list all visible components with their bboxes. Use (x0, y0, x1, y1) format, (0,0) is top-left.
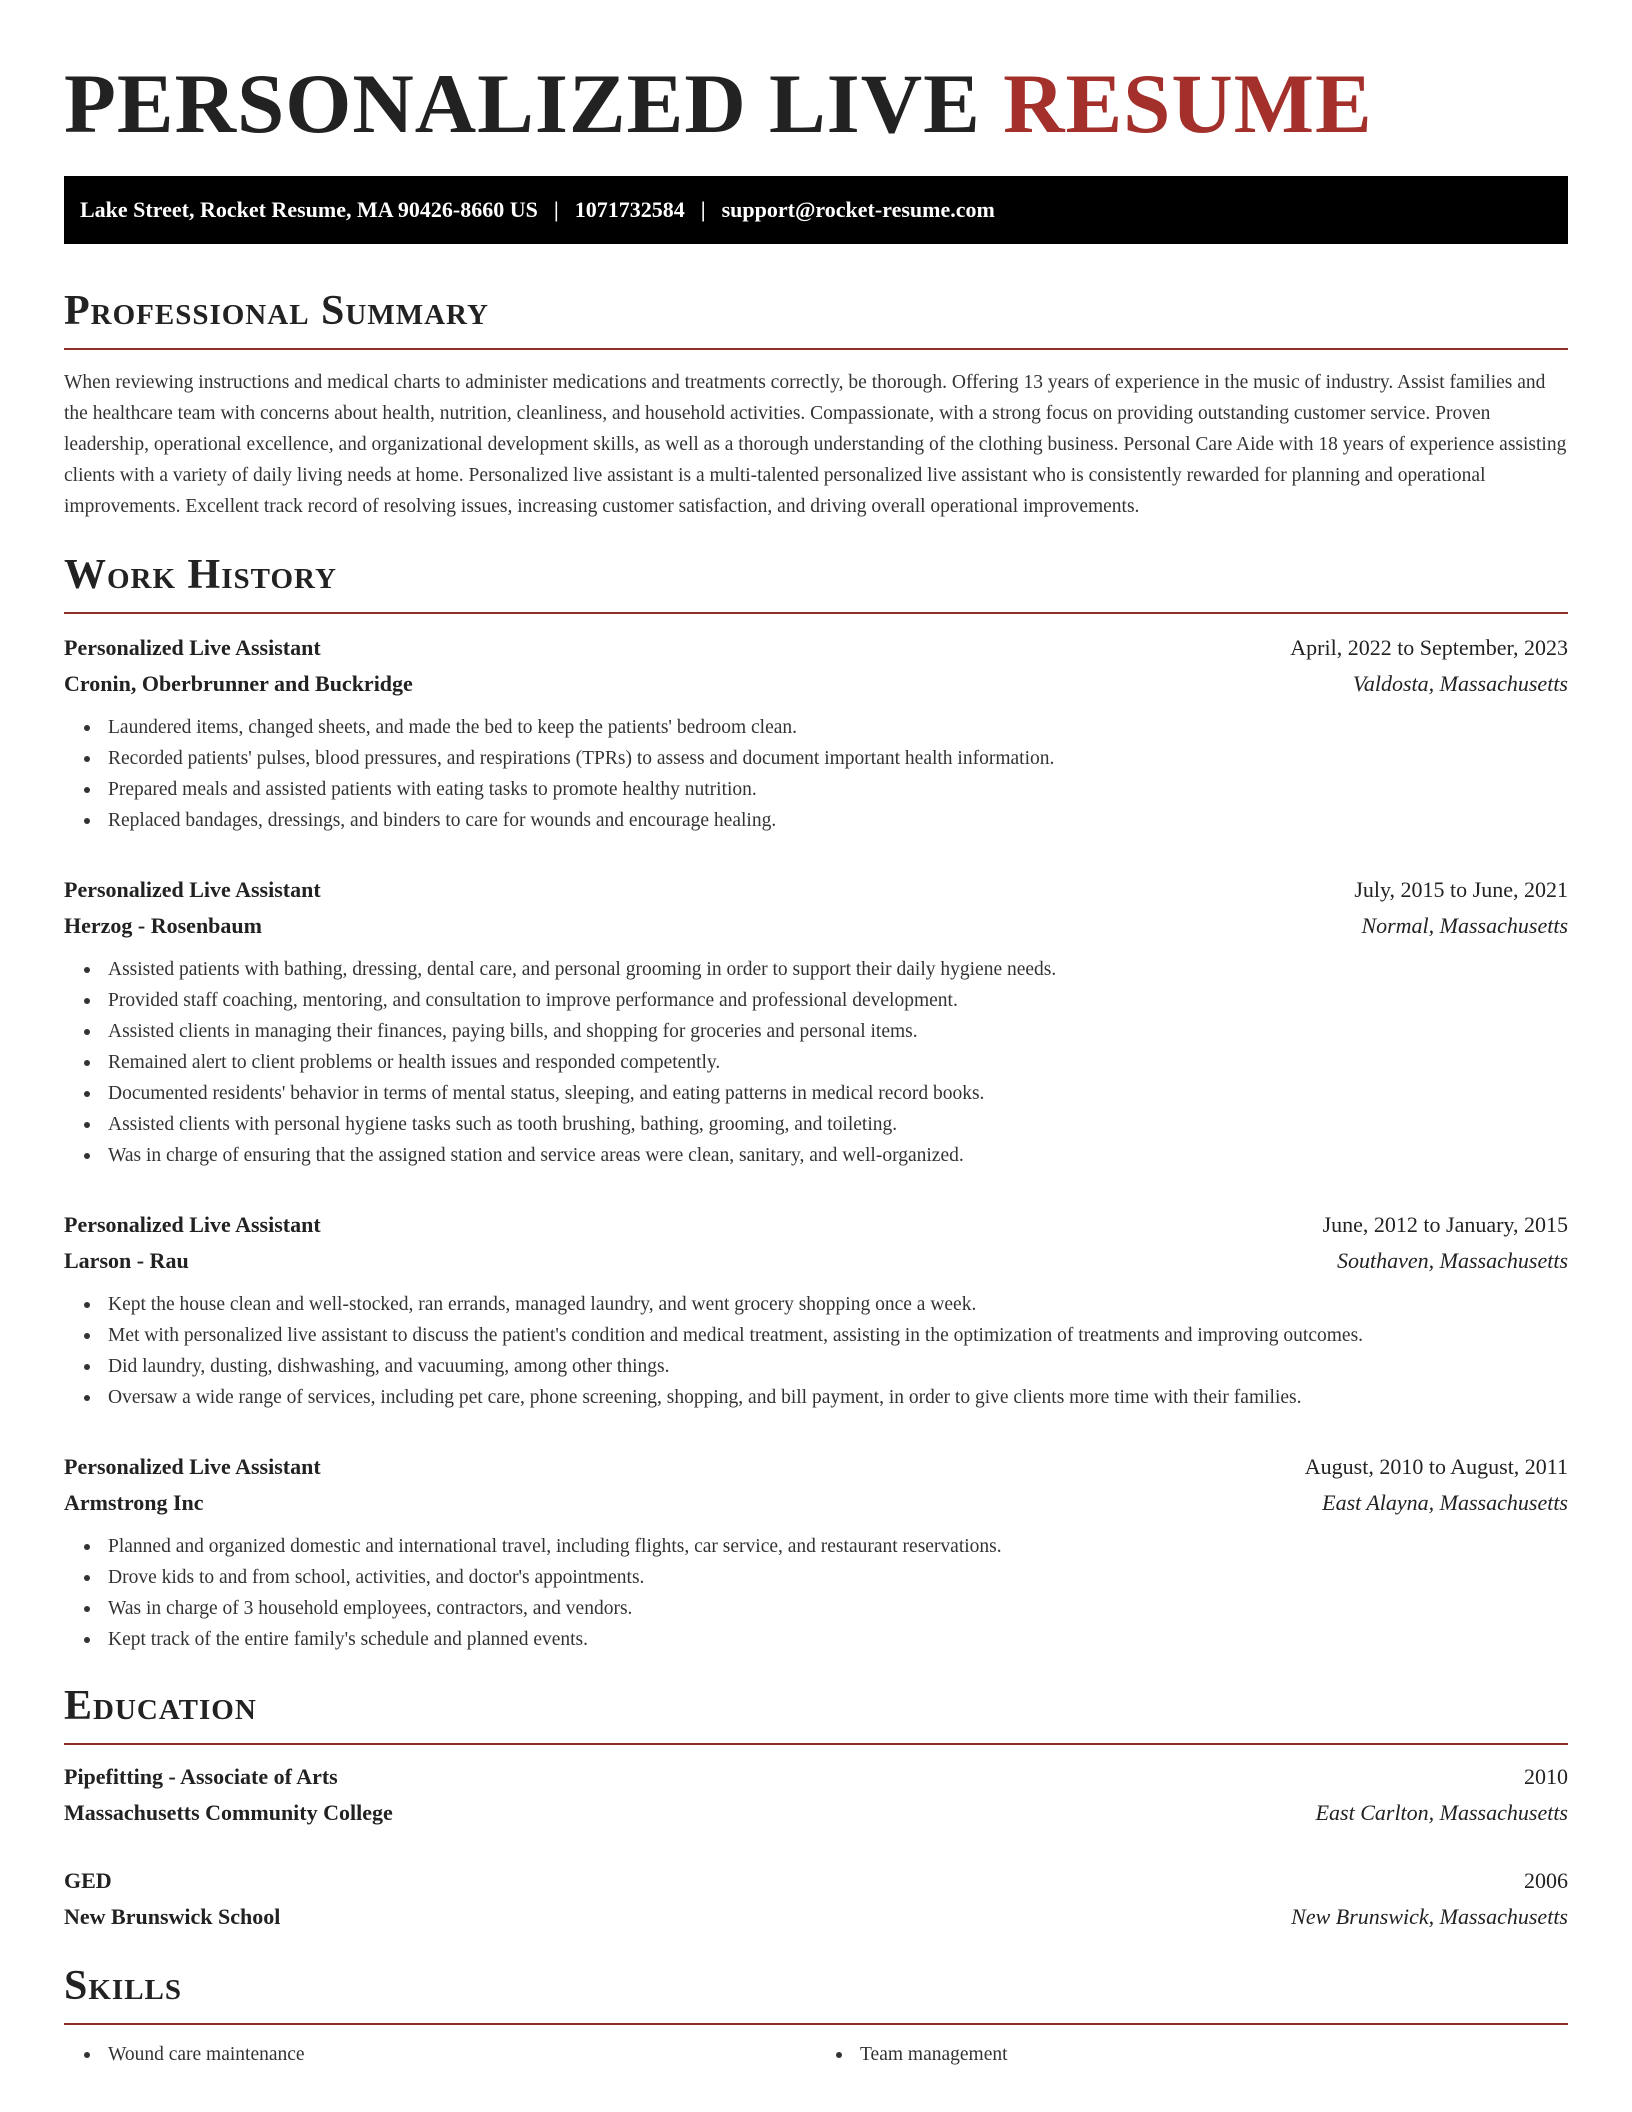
job-bullets (64, 954, 1568, 1171)
name-accent-text: RESUME (1003, 57, 1373, 151)
job-title: Personalized Live Assistant (64, 877, 321, 902)
section-title-education: Education (64, 1683, 257, 1729)
job-bullet: Kept track of the entire family's schedule and planned events. (108, 1624, 1568, 1655)
job-bullet: Did laundry, dusting, dishwashing, and vacuuming, among other things. (108, 1351, 1568, 1382)
job-company: Armstrong Inc (64, 1490, 204, 1515)
education-entry (64, 1863, 1568, 1935)
education-school: Massachusetts Community College (64, 1800, 393, 1825)
job-bullet: Oversaw a wide range of services, including pet care, phone screening, shopping, and bill payment, in order to give clients more time with their families. (108, 1382, 1568, 1413)
job-title: Personalized Live Assistant (64, 635, 321, 660)
summary-text: When reviewing instructions and medical charts to administer medications and treatments correctly, be thorough. Offering 13 years of experience in the music of industry. Assist families and the healthcare team with concerns about health, nutrition, cleanliness, and household activities. Compassionate, with a strong focus on providing outstanding customer service. Proven leadership, operational excellence, and organizational development skills, as well as a thorough understanding of the clothing business. Personal Care Aide with 18 years of experience assisting clients with a variety of daily living needs at home. Personalized live assistant is a multi-talented personalized live assistant who is consistently rewarded for planning and operational improvements. Excellent track record of resolving issues, increasing customer satisfaction, and driving overall operational improvements. (64, 372, 1567, 517)
education-degree: GED (64, 1868, 112, 1893)
section-title-summary: Professional Summary (64, 288, 489, 334)
job-bullet: Replaced bandages, dressings, and binders to care for wounds and encourage healing. (108, 805, 1568, 836)
contact-phone: 1071732584 (574, 197, 685, 222)
job-bullet: Remained alert to client problems or health issues and responded competently. (108, 1047, 1568, 1078)
job-entry (64, 872, 1568, 1171)
education-entry (64, 1759, 1568, 1831)
section-divider (64, 612, 1568, 614)
job-entry (64, 1449, 1568, 1655)
job-bullet: Documented residents' behavior in terms of mental status, sleeping, and eating patterns in medical record books. (108, 1078, 1568, 1109)
job-dates: July, 2015 to June, 2021 (1354, 877, 1568, 902)
section-divider (64, 1743, 1568, 1745)
education-school: New Brunswick School (64, 1904, 281, 1929)
job-company: Cronin, Oberbrunner and Buckridge (64, 671, 413, 696)
job-company: Larson - Rau (64, 1248, 189, 1273)
job-bullet: Was in charge of 3 household employees, contractors, and vendors. (108, 1593, 1568, 1624)
skill-item: Team management (860, 2039, 1568, 2070)
education-location: East Carlton, Massachusetts (1315, 1800, 1568, 1825)
resume-page (64, 0, 1568, 2070)
contact-separator: | (553, 197, 559, 222)
job-location: Southaven, Massachusetts (1337, 1248, 1568, 1273)
resume-name-heading (64, 54, 1568, 154)
skills-column-left (64, 2039, 816, 2070)
education-list (64, 1759, 1568, 1935)
skills-list (64, 2039, 1568, 2070)
job-bullet: Planned and organized domestic and international travel, including flights, car service, and restaurant reservations. (108, 1531, 1568, 1562)
job-bullet: Assisted patients with bathing, dressing, dental care, and personal grooming in order to support their daily hygiene needs. (108, 954, 1568, 985)
job-entry (64, 1207, 1568, 1413)
contact-address: Lake Street, Rocket Resume, MA 90426-8660 US (80, 197, 538, 222)
job-bullet: Drove kids to and from school, activities, and doctor's appointments. (108, 1562, 1568, 1593)
job-bullet: Was in charge of ensuring that the assigned station and service areas were clean, sanitary, and well-organized. (108, 1140, 1568, 1171)
job-location: Normal, Massachusetts (1361, 913, 1568, 938)
skills-column-right (816, 2039, 1568, 2070)
section-title-skills: Skills (64, 1963, 183, 2009)
education-degree: Pipefitting - Associate of Arts (64, 1764, 338, 1789)
section-divider (64, 348, 1568, 350)
job-location: East Alayna, Massachusetts (1322, 1490, 1568, 1515)
job-dates: August, 2010 to August, 2011 (1304, 1454, 1568, 1479)
name-text: PERSONALIZED LIVE (64, 57, 981, 151)
job-bullet: Provided staff coaching, mentoring, and consultation to improve performance and professional development. (108, 985, 1568, 1016)
job-bullets (64, 712, 1568, 836)
job-bullets (64, 1289, 1568, 1413)
work-history-list (64, 630, 1568, 1655)
job-bullet: Recorded patients' pulses, blood pressures, and respirations (TPRs) to assess and document important health information. (108, 743, 1568, 774)
job-company: Herzog - Rosenbaum (64, 913, 262, 938)
job-bullet: Kept the house clean and well-stocked, ran errands, managed laundry, and went grocery shopping once a week. (108, 1289, 1568, 1320)
job-bullets (64, 1531, 1568, 1655)
contact-separator: | (700, 197, 706, 222)
job-dates: April, 2022 to September, 2023 (1290, 635, 1568, 660)
job-title: Personalized Live Assistant (64, 1212, 321, 1237)
job-bullet: Assisted clients in managing their finances, paying bills, and shopping for groceries and personal items. (108, 1016, 1568, 1047)
section-divider (64, 2023, 1568, 2025)
education-year: 2006 (1524, 1868, 1568, 1893)
job-bullet: Assisted clients with personal hygiene tasks such as tooth brushing, bathing, grooming, and toileting. (108, 1109, 1568, 1140)
education-year: 2010 (1524, 1764, 1568, 1789)
job-dates: June, 2012 to January, 2015 (1322, 1212, 1568, 1237)
job-bullet: Met with personalized live assistant to discuss the patient's condition and medical treatment, assisting in the optimization of treatments and improving outcomes. (108, 1320, 1568, 1351)
section-title-work-history: Work History (64, 552, 337, 598)
job-location: Valdosta, Massachusetts (1352, 671, 1568, 696)
job-title: Personalized Live Assistant (64, 1454, 321, 1479)
contact-email: support@rocket-resume.com (721, 197, 995, 222)
contact-bar (64, 176, 1568, 244)
job-bullet: Prepared meals and assisted patients with eating tasks to promote healthy nutrition. (108, 774, 1568, 805)
job-entry (64, 630, 1568, 836)
skill-item: Wound care maintenance (108, 2039, 816, 2070)
education-location: New Brunswick, Massachusetts (1291, 1904, 1568, 1929)
job-bullet: Laundered items, changed sheets, and made the bed to keep the patients' bedroom clean. (108, 712, 1568, 743)
